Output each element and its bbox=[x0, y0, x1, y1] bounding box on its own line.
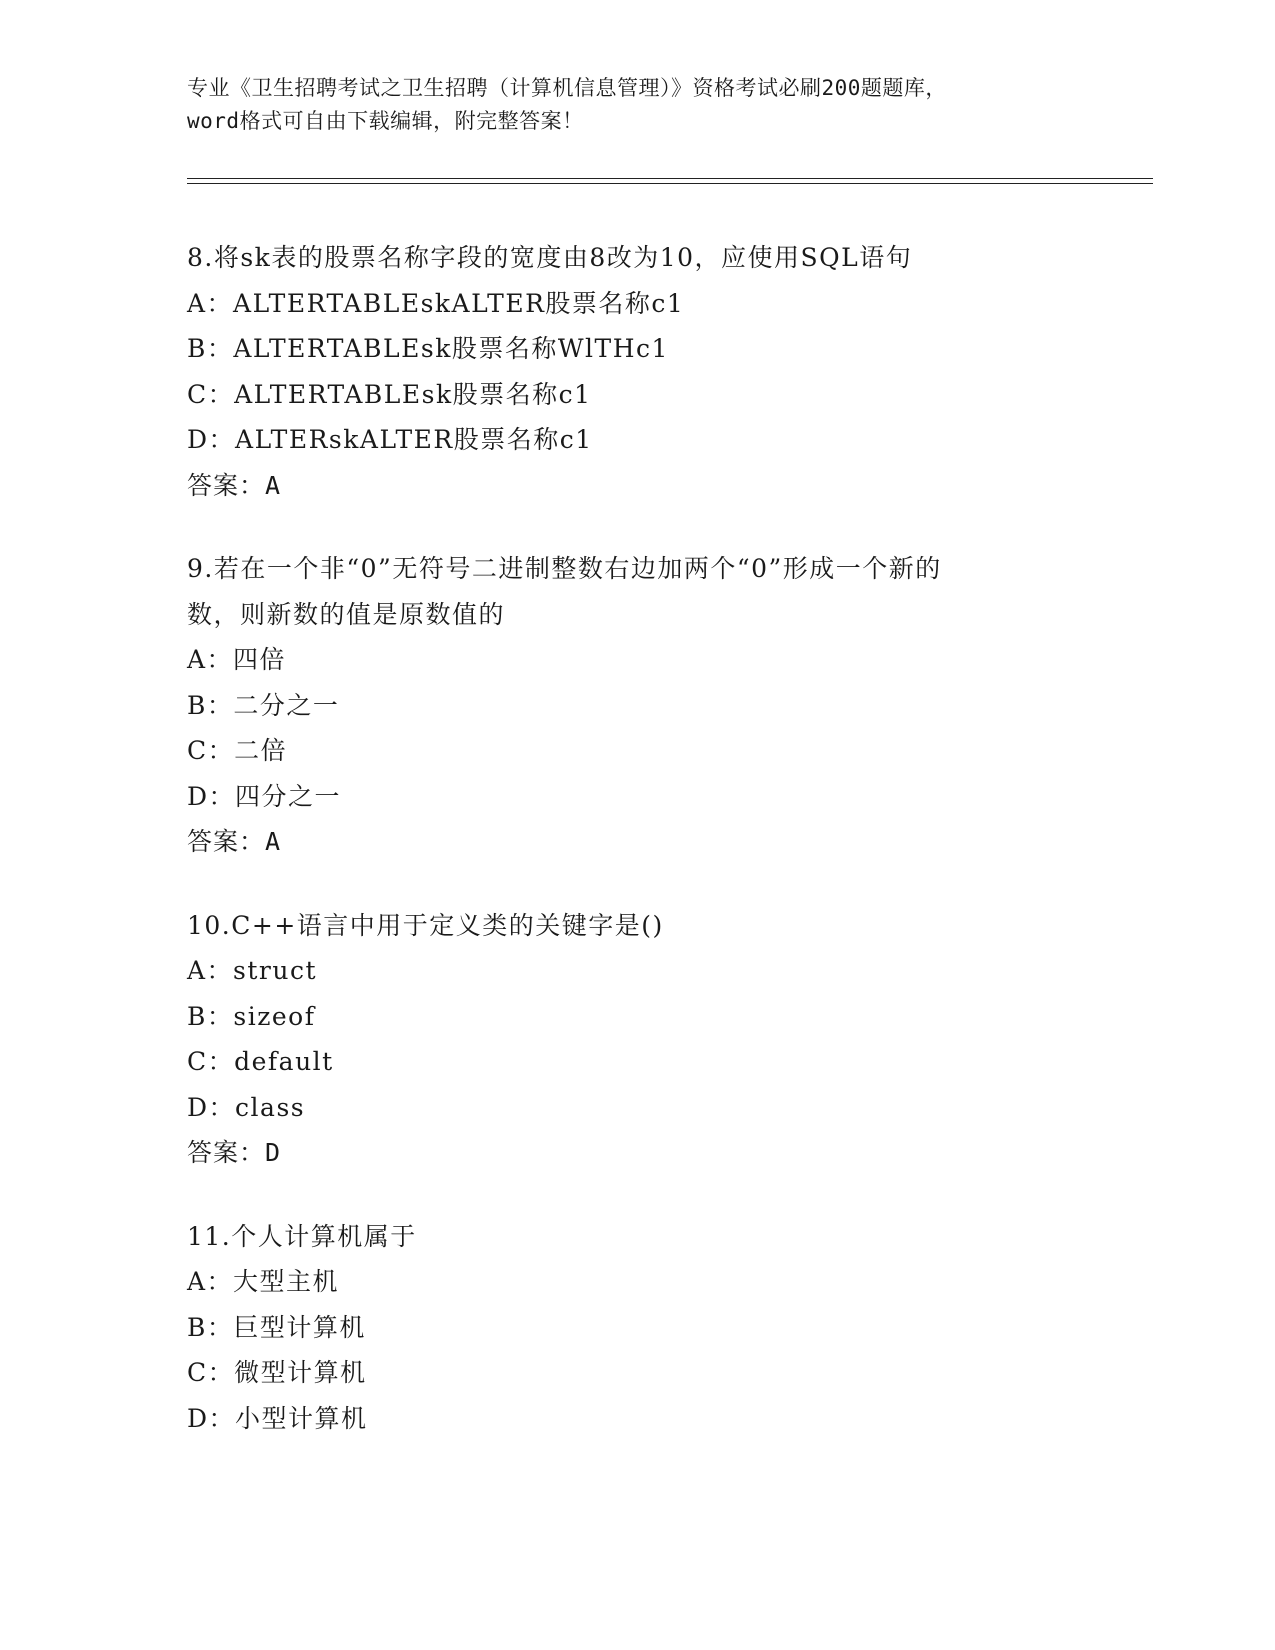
header-rule-top bbox=[187, 178, 1153, 179]
option-d: D：小型计算机 bbox=[187, 1403, 368, 1433]
answer: 答案：A bbox=[187, 827, 282, 856]
option-a: A：四倍 bbox=[187, 645, 287, 674]
question-8 bbox=[187, 235, 1107, 508]
question-list bbox=[187, 235, 1107, 1479]
question-11 bbox=[187, 1214, 1107, 1442]
option-a: A：大型主机 bbox=[187, 1267, 340, 1296]
question-stem bbox=[187, 1214, 1107, 1260]
stem-line: 10.C++语言中用于定义类的关键字是() bbox=[187, 910, 664, 940]
question-stem bbox=[187, 903, 1107, 949]
option-d: D：class bbox=[187, 1092, 306, 1122]
question-stem bbox=[187, 235, 1107, 281]
option-c: C：二倍 bbox=[187, 736, 288, 765]
stem-line: 11.个人计算机属于 bbox=[187, 1221, 417, 1251]
header-line-2: word格式可自由下载编辑，附完整答案！ bbox=[187, 109, 584, 133]
option-d: D：ALTERskALTER股票名称c1 bbox=[187, 425, 593, 454]
option-d: D：四分之一 bbox=[187, 781, 342, 811]
option-c: C：ALTERTABLEsk股票名称c1 bbox=[187, 379, 592, 409]
question-10 bbox=[187, 903, 1107, 1176]
stem-line: 数，则新数的值是原数值的 bbox=[187, 599, 506, 629]
document-header bbox=[187, 72, 1107, 138]
header-line-1: 专业《卫生招聘考试之卫生招聘（计算机信息管理）》资格考试必刷200题题库， bbox=[187, 76, 947, 100]
question-stem bbox=[187, 546, 1107, 637]
option-b: B：二分之一 bbox=[187, 690, 340, 720]
option-c: C：default bbox=[187, 1047, 334, 1076]
option-a: A：struct bbox=[187, 956, 318, 985]
stem-line: 8.将sk表的股票名称字段的宽度由8改为10，应使用SQL语句 bbox=[187, 243, 913, 272]
option-b: B：ALTERTABLEsk股票名称WlTHc1 bbox=[187, 334, 669, 363]
answer: 答案：A bbox=[187, 470, 282, 500]
option-a: A：ALTERTABLEskALTER股票名称c1 bbox=[187, 288, 685, 318]
answer: 答案：D bbox=[187, 1138, 282, 1167]
question-9 bbox=[187, 546, 1107, 865]
header-rule-bottom bbox=[187, 183, 1153, 184]
option-b: B：巨型计算机 bbox=[187, 1312, 366, 1342]
stem-line: 9.若在一个非“0”无符号二进制整数右边加两个“0”形成一个新的 bbox=[187, 554, 942, 583]
option-b: B：sizeof bbox=[187, 1001, 316, 1031]
option-c: C：微型计算机 bbox=[187, 1358, 367, 1387]
